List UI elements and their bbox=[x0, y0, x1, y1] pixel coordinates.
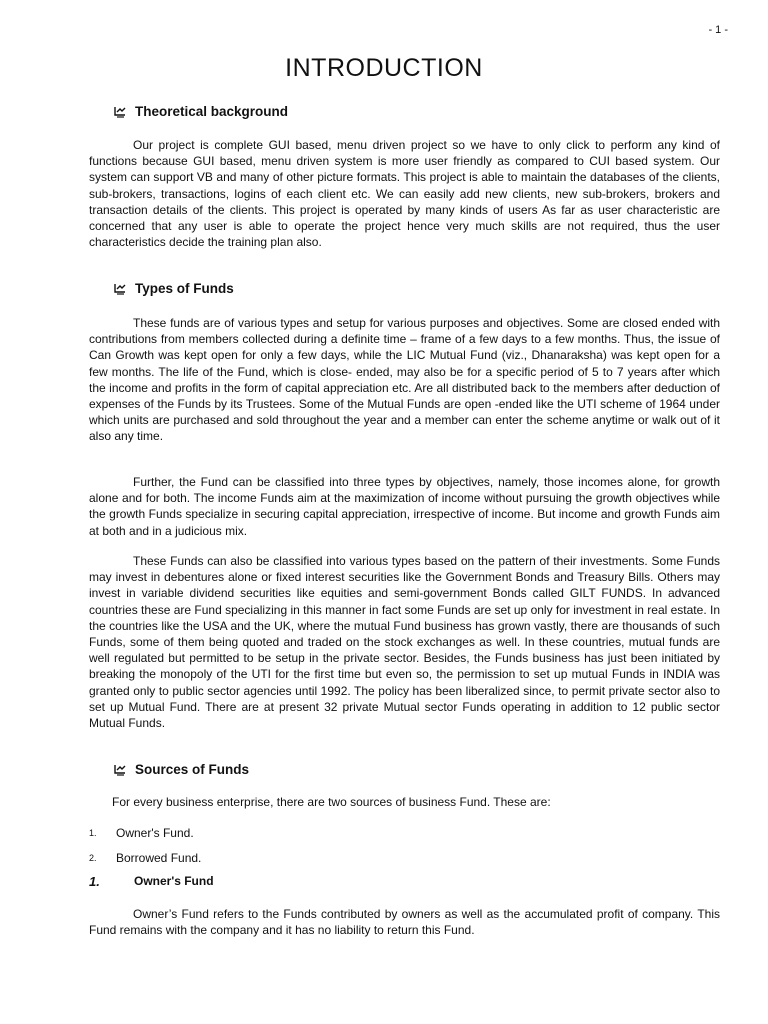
list-item-number: 2. bbox=[89, 853, 97, 863]
list-item bbox=[89, 826, 194, 840]
section-marker-icon bbox=[112, 763, 128, 777]
subheading-owners-fund bbox=[89, 874, 214, 889]
paragraph: These funds are of various types and setup for various purposes and objectives. Some are closed ended with contributions from members collected during a definite time – frame of a few days to a few months. Thus, the issue of Can Growth was kept open for only a few days, while the LIC Mutual Fund (viz., Dhanaraksha) was kept open for a few months. The life of the Fund, which is close- ended, may also be for a specific period of 5 to 7 years after which the income and profits in the form of capital appreciation etc. Are all distributed back to the members after deduction of expenses of the Funds by its Trustees. Some of the Mutual Funds are open -ended like the UTI scheme of 1964 under which units are purchased and sold throughout the year and a member can enter the scheme anytime or walk out of it also any time. bbox=[89, 316, 720, 444]
section-heading-theoretical-background bbox=[112, 104, 288, 119]
section-body bbox=[89, 315, 720, 445]
paragraph: Further, the Fund can be classified into three types by objectives, namely, those incomes alone, for growth alone and for both. The income Funds aim at the maximization of income without pursuing the growth objectives while the growth Funds specialize in securing capital appreciation, irrespective of income. But income and growth Funds aim at both and in a judicious mix. bbox=[89, 475, 720, 538]
section-body bbox=[89, 137, 720, 250]
section-marker-icon bbox=[112, 105, 128, 119]
list-item-number: 1. bbox=[89, 828, 97, 838]
subheading-number: 1. bbox=[89, 874, 100, 889]
section-heading-text: Theoretical background bbox=[135, 104, 289, 119]
paragraph: These Funds can also be classified into various types based on the pattern of their investments. Some Funds may invest in debentures alone or fixed interest securities like the Government Bonds and Treasury Bills. Others may invest in variable dividend securities like equities and semi-government Bonds called GILT FUNDS. In advanced countries these are Fund specializing in this manner in fact some Funds are set up only for investment in real estate. In the countries like the USA and the UK, where the mutual Fund business has grown vastly, there are thousands of such Funds, some of them being quoted and traded on the stock exchanges as well. In these countries, mutual funds are well regulated but permitted to be setup in the private sector. Besides, the Funds business has just been initiated by breaking the monopoly of the UTI for the first time but even so, the permission to set up mutual Funds in INDIA was granted only to public sector agencies until 1992. The policy has been liberalized since, to permit private sector also to set up Mutual Fund. There are at present 32 private Mutual sector Funds operating in addition to 12 public sector Mutual Funds. bbox=[89, 554, 720, 731]
list-item-text: Owner's Fund. bbox=[116, 826, 194, 840]
section-body bbox=[89, 553, 720, 731]
paragraph: Owner’s Fund refers to the Funds contributed by owners as well as the accumulated profit of company. This Fund remains with the company and it has no liability to return this Fund. bbox=[89, 907, 720, 938]
section-heading-sources-of-funds bbox=[112, 762, 249, 777]
section-heading-text: Sources of Funds bbox=[135, 762, 250, 777]
page-title: INTRODUCTION bbox=[285, 54, 483, 82]
section-heading-types-of-funds bbox=[112, 281, 234, 296]
list-item-text: Borrowed Fund. bbox=[116, 851, 202, 865]
section-body bbox=[89, 906, 720, 938]
section-intro: For every business enterprise, there are two sources of business Fund. These are: bbox=[112, 795, 551, 809]
section-body bbox=[89, 474, 720, 539]
list-item bbox=[89, 851, 201, 865]
section-heading-text: Types of Funds bbox=[135, 281, 234, 296]
paragraph: Our project is complete GUI based, menu driven project so we have to only click to perform any kind of functions because GUI based, menu driven system is more user friendly as compared to CUI based system. Our system can support VB and many of other picture formats. This project is able to maintain the databases of the clients, sub-brokers, transactions, logins of each client etc. We can easily add new clients, new sub-brokers, brokers and transaction details of the clients. This project is operated by many kinds of users As far as user characteristic are concerned that any user is able to operate the project hence very much skills are not required, thus the user characteristics decide the training plan also. bbox=[89, 138, 720, 250]
subheading-text: Owner's Fund bbox=[134, 874, 214, 888]
section-marker-icon bbox=[112, 282, 128, 296]
page-number: - 1 - bbox=[708, 24, 728, 36]
